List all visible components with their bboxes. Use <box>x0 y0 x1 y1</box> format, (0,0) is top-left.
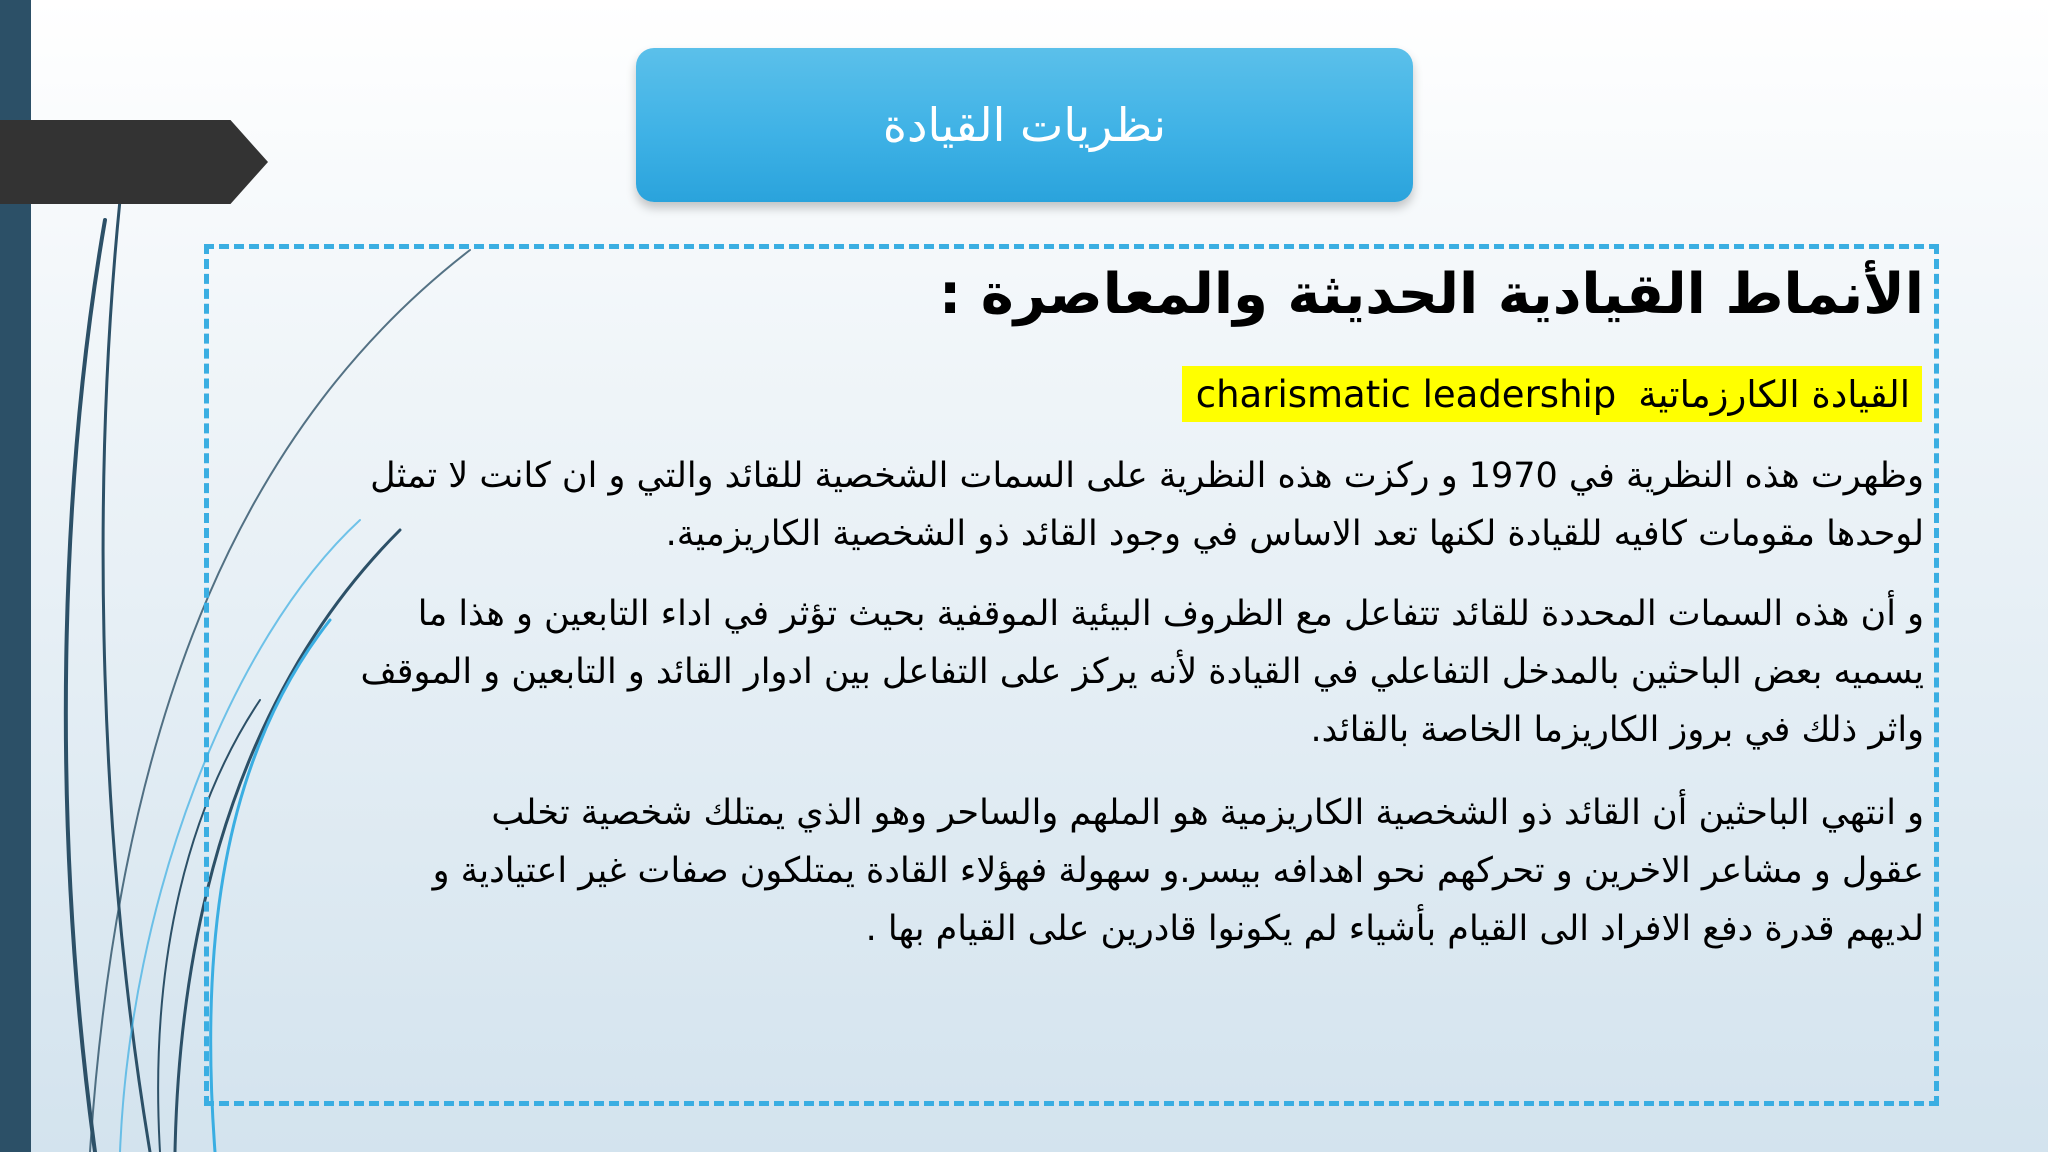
paragraph-line: وظهرت هذه النظرية في 1970 و ركزت هذه النظرية على السمات الشخصية للقائد والتي و ان كانت لا تمثل <box>370 456 1924 496</box>
section-heading: الأنماط القيادية الحديثة والمعاصرة : <box>938 262 1924 327</box>
paragraph-line: واثر ذلك في بروز الكاريزما الخاصة بالقائد. <box>1310 710 1924 750</box>
paragraph-1 <box>189 447 1924 563</box>
title-banner <box>636 48 1413 202</box>
paragraph-line: لديهم قدرة دفع الافراد الى القيام بأشياء لم يكونوا قادرين على القيام بها . <box>865 909 1924 949</box>
paragraph-line: و أن هذه السمات المحددة للقائد تتفاعل مع الظروف البيئية الموقفية بحيث تؤثر في اداء التابعين و هذا ما <box>417 594 1924 634</box>
term-arabic: القيادة الكارزماتية <box>1638 372 1910 416</box>
term-english: charismatic leadership <box>1195 372 1617 416</box>
arrow-tab-shape <box>0 120 268 204</box>
paragraph-line: يسميه بعض الباحثين بالمدخل التفاعلي في القيادة لأنه يركز على التفاعل بين ادوار القائد و التابعين و الموقف <box>360 652 1924 692</box>
paragraph-line: و انتهي الباحثين أن القائد ذو الشخصية الكاريزمية هو الملهم والساحر وهو الذي يمتلك شخصية تخلب <box>491 793 1924 833</box>
slide-title: نظريات القيادة <box>882 98 1167 152</box>
paragraph-line: لوحدها مقومات كافيه للقيادة لكنها تعد الاساس في وجود القائد ذو الشخصية الكاريزمية. <box>665 514 1924 554</box>
paragraph-2 <box>189 585 1924 759</box>
paragraph-3 <box>189 784 1924 958</box>
highlighted-term <box>1182 366 1922 422</box>
paragraph-line: عقول و مشاعر الاخرين و تحركهم نحو اهدافه بيسر.و سهولة فهؤلاء القادة يمتلكون صفات غير اعتيادية و <box>432 851 1924 891</box>
